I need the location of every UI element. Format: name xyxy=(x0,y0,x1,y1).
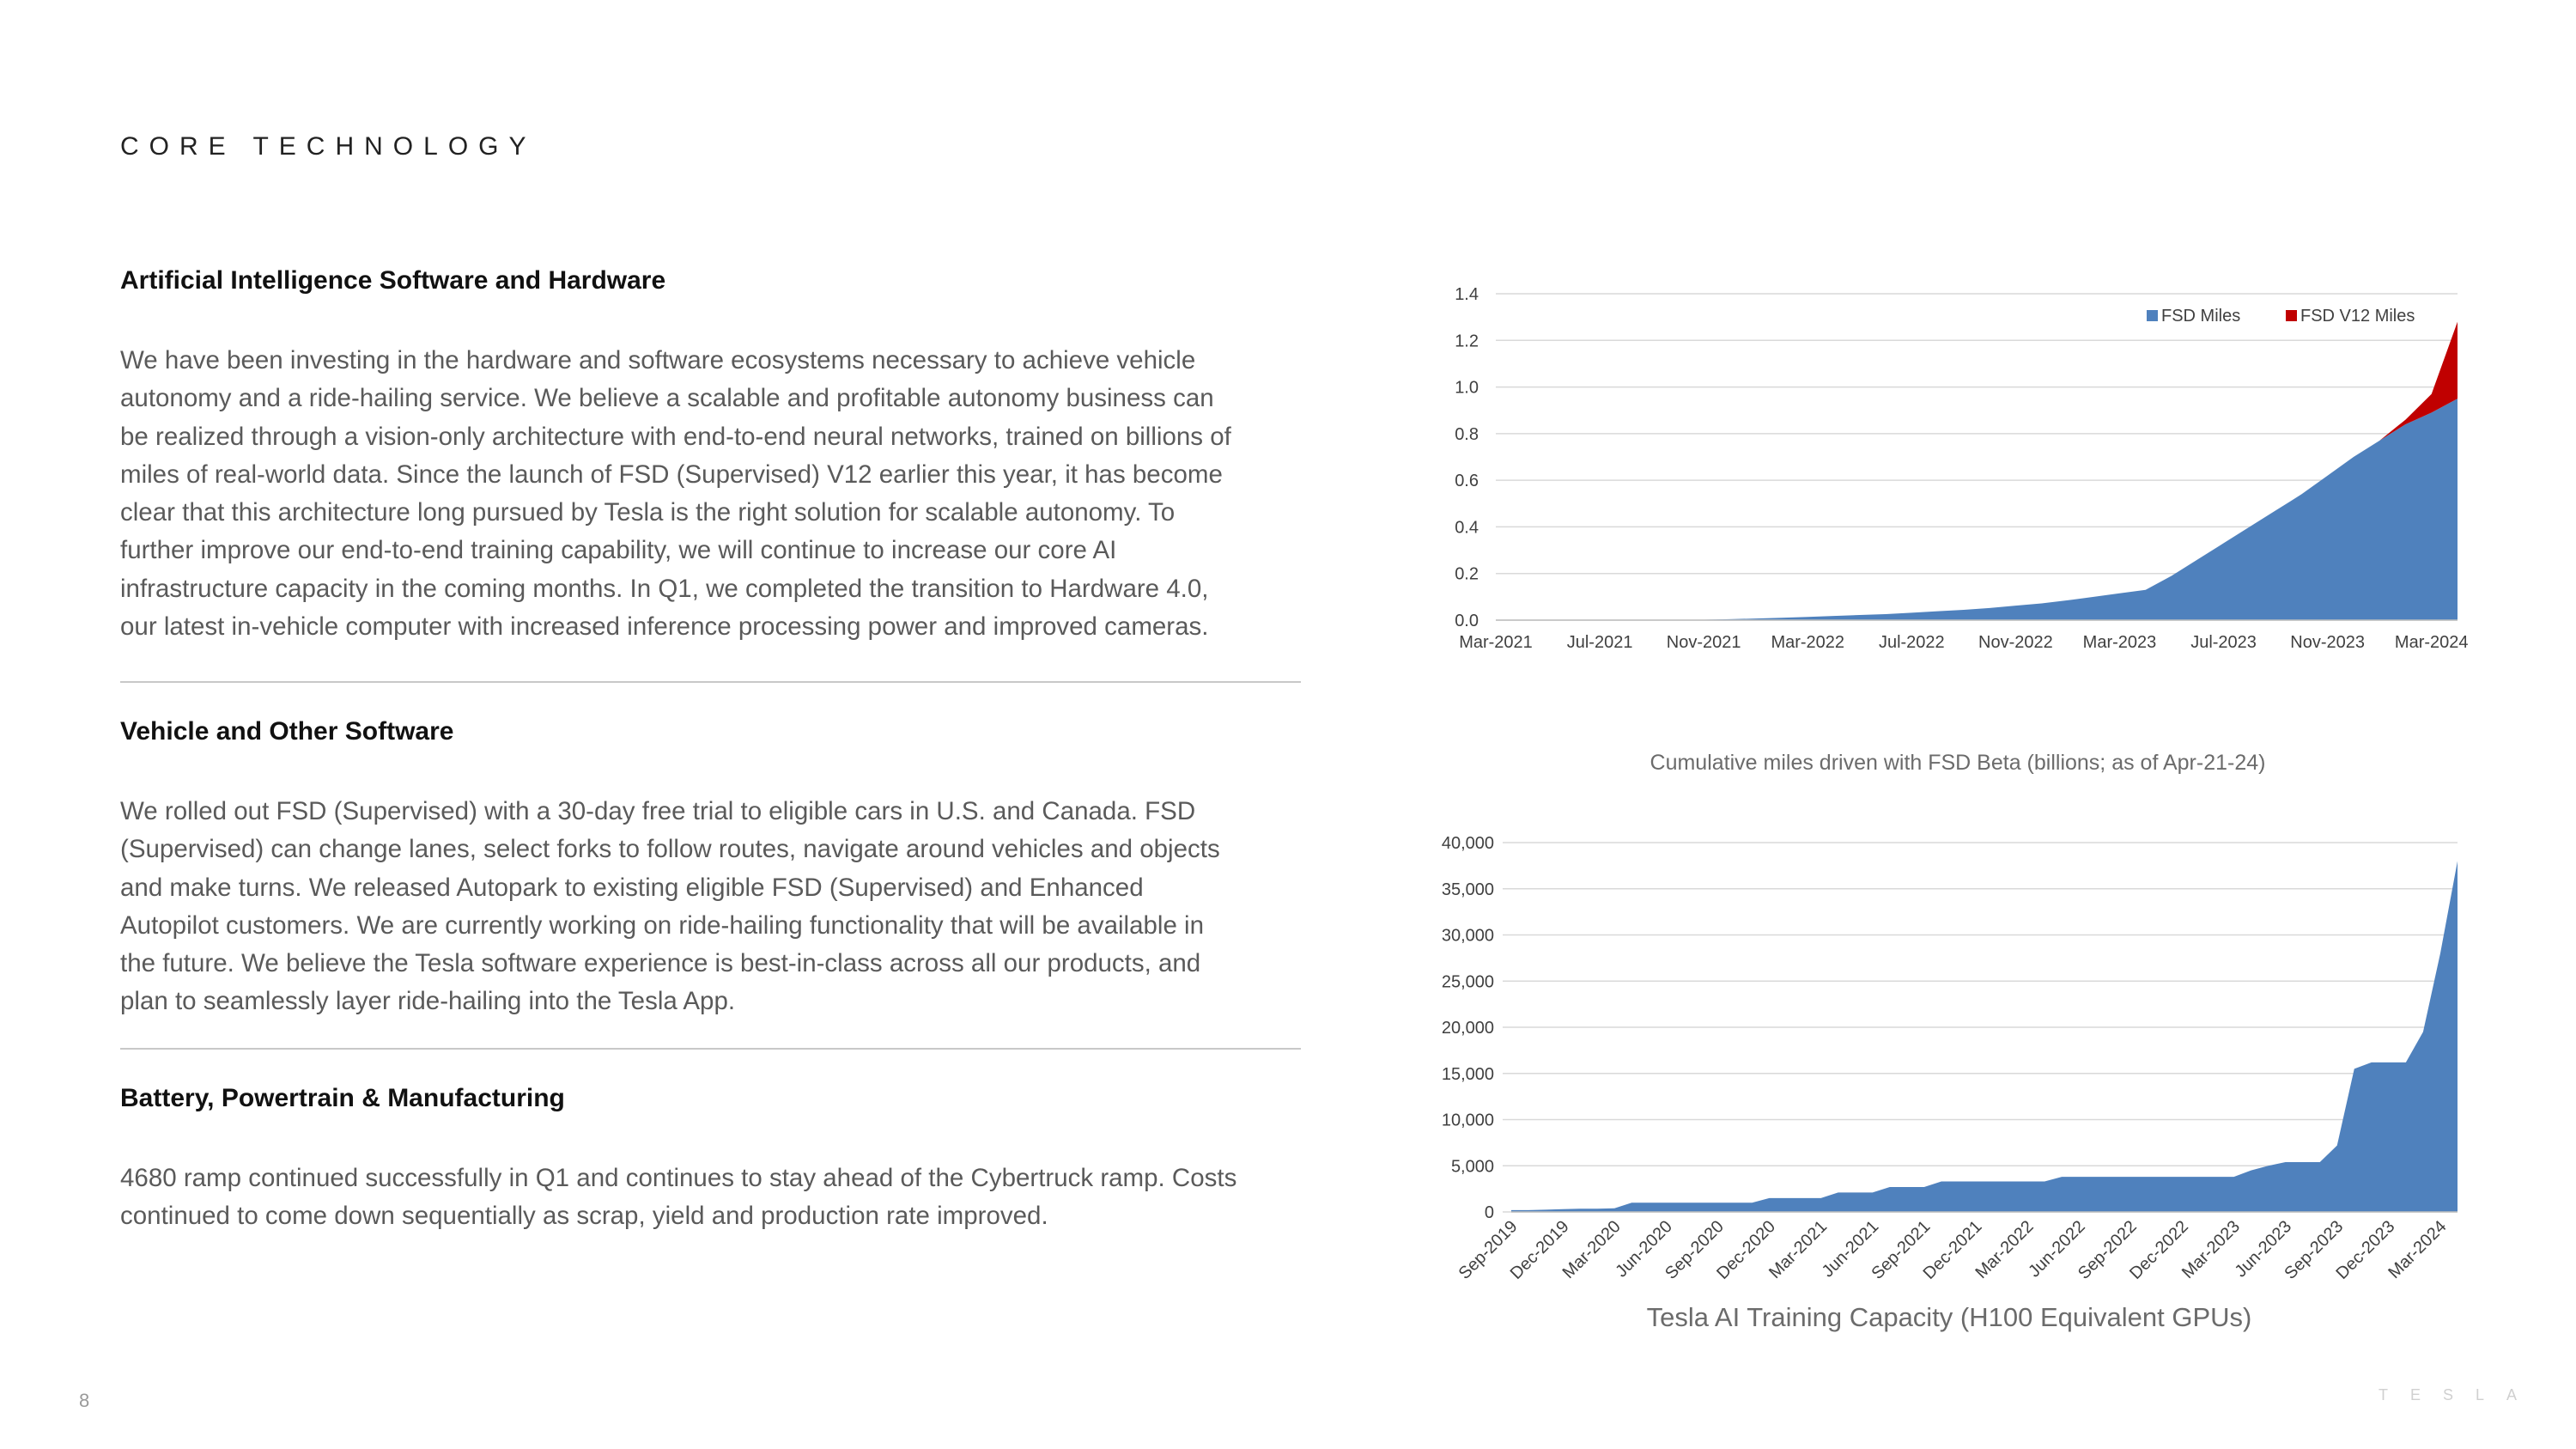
fsd-miles-chart xyxy=(1425,275,2490,670)
x-tick-label: Dec-2020 xyxy=(1713,1216,1780,1283)
x-tick-label: Jun-2023 xyxy=(2231,1216,2296,1282)
y-tick-label: 0.2 xyxy=(1455,564,1479,584)
section-heading: Battery, Powertrain & Manufacturing xyxy=(120,1084,565,1112)
x-tick-label: Mar-2024 xyxy=(2394,633,2469,652)
y-tick-label: 0.6 xyxy=(1455,472,1479,491)
x-tick-label: Dec-2021 xyxy=(1919,1216,1986,1283)
y-tick-label: 10,000 xyxy=(1441,1111,1494,1130)
page-number: 8 xyxy=(79,1390,90,1411)
x-tick-label: Jun-2020 xyxy=(1612,1216,1676,1282)
y-tick-label: 0.8 xyxy=(1455,424,1479,444)
x-tick-label: Mar-2022 xyxy=(1771,633,1845,652)
y-tick-label: 0.0 xyxy=(1455,612,1479,630)
x-tick-label: Dec-2019 xyxy=(1506,1216,1573,1283)
legend-swatch xyxy=(2147,310,2158,321)
x-tick-label: Mar-2021 xyxy=(1459,633,1533,652)
legend-swatch xyxy=(2286,310,2297,321)
x-tick-label: Mar-2022 xyxy=(1971,1216,2038,1283)
x-tick-label: Jun-2021 xyxy=(1818,1216,1883,1282)
y-tick-label: 1.0 xyxy=(1455,378,1479,398)
section-heading: Vehicle and Other Software xyxy=(120,717,454,746)
gpu-capacity-area xyxy=(1511,861,2458,1213)
section-ai-software xyxy=(120,266,1301,646)
x-tick-label: Sep-2022 xyxy=(2074,1216,2141,1283)
x-tick-label: Jun-2022 xyxy=(2025,1216,2089,1282)
section-body: We have been investing in the hardware and software ecosystems necessary to achieve vehicle autonomy and a ride-hailing service. We believe a scalable and profitable autonomy business can be realized through a vision-only architecture with end-to-end neural networks, trained on billions of miles of real-world data. Since the launch of FSD (Supervised) V12 earlier this year, it has become clear that this architecture long pursued by Tesla is the right solution for scalable autonomy. To further improve our end-to-end training capability, we will continue to increase our core AI infrastructure capacity in the coming months. In Q1, we completed the transition to Hardware 4.0, our latest in-vehicle computer with increased inference processing power and improved cameras. xyxy=(120,346,1231,642)
fsd-miles-area xyxy=(1496,399,2458,620)
section-vehicle-software xyxy=(120,717,1301,1021)
section-body: 4680 ramp continued successfully in Q1 and continues to stay ahead of the Cybertruck ramp. Costs continued to come down sequentially as scrap, yield and production rate improved. xyxy=(120,1164,1237,1231)
x-tick-label: Mar-2024 xyxy=(2385,1216,2451,1283)
y-tick-label: 20,000 xyxy=(1441,1019,1494,1038)
y-tick-label: 1.2 xyxy=(1455,332,1479,351)
y-tick-label: 15,000 xyxy=(1441,1064,1494,1084)
y-tick-label: 0.4 xyxy=(1455,518,1479,538)
y-tick-label: 5,000 xyxy=(1450,1157,1494,1177)
tesla-logo: TESLA xyxy=(2379,1386,2540,1403)
section-divider xyxy=(120,1048,1301,1050)
x-tick-label: Sep-2023 xyxy=(2281,1216,2348,1283)
y-tick-label: 30,000 xyxy=(1441,926,1494,946)
y-tick-label: 25,000 xyxy=(1441,972,1494,992)
legend-label: FSD V12 Miles xyxy=(2300,307,2415,326)
x-tick-label: Nov-2021 xyxy=(1666,633,1741,652)
x-tick-label: Jul-2021 xyxy=(1566,633,1633,652)
x-tick-label: Jul-2023 xyxy=(2190,633,2257,652)
section-body: We rolled out FSD (Supervised) with a 30-day free trial to eligible cars in U.S. and Canada. FSD (Supervised) can change lanes, select forks to follow routes, navigate around vehicles and objects and make turns. We released Autopark to existing eligible FSD (Supervised) and Enhanced Autopilot customers. We are currently working on ride-hailing functionality that will be available in the future. We believe the Tesla software experience is best-in-class across all our products, and plan to seamlessly layer ride-hailing into the Tesla App. xyxy=(120,797,1220,1016)
x-tick-label: Jul-2022 xyxy=(1878,633,1945,652)
x-tick-label: Mar-2023 xyxy=(2082,633,2157,652)
y-tick-label: 40,000 xyxy=(1441,834,1494,853)
section-heading: Artificial Intelligence Software and Hardware xyxy=(120,266,666,295)
x-tick-label: Dec-2022 xyxy=(2126,1216,2192,1283)
ai-training-chart-caption: Tesla AI Training Capacity (H100 Equivalent GPUs) xyxy=(1646,1302,2252,1332)
x-tick-label: Dec-2023 xyxy=(2332,1216,2399,1283)
y-tick-label: 1.4 xyxy=(1455,285,1479,304)
ai-training-capacity-chart xyxy=(1425,820,2490,1318)
fsd-chart-caption: Cumulative miles driven with FSD Beta (billions; as of Apr-21-24) xyxy=(1649,751,2266,775)
section-battery xyxy=(120,1084,1301,1236)
x-tick-label: Mar-2023 xyxy=(2178,1216,2245,1283)
x-tick-label: Sep-2020 xyxy=(1662,1216,1728,1283)
x-tick-label: Sep-2021 xyxy=(1868,1216,1935,1283)
legend-label: FSD Miles xyxy=(2161,307,2241,326)
x-tick-label: Mar-2020 xyxy=(1558,1216,1625,1283)
page-title: CORE TECHNOLOGY xyxy=(120,132,537,161)
x-tick-label: Nov-2023 xyxy=(2290,633,2366,652)
x-tick-label: Nov-2022 xyxy=(1978,633,2053,652)
y-tick-label: 35,000 xyxy=(1441,880,1494,899)
x-tick-label: Mar-2021 xyxy=(1765,1216,1832,1283)
x-tick-label: Sep-2019 xyxy=(1455,1216,1522,1283)
section-divider xyxy=(120,681,1301,683)
y-tick-label: 0 xyxy=(1484,1203,1494,1222)
